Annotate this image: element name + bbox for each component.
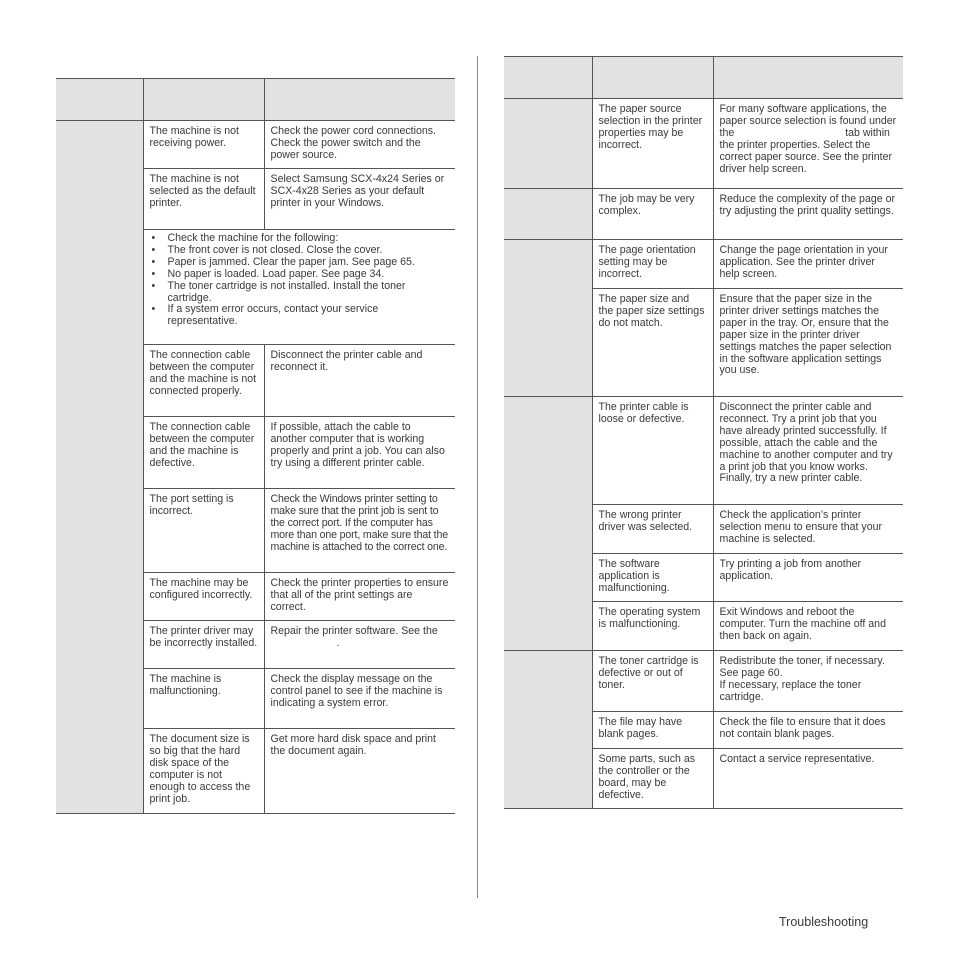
solution-cell: Disconnect the printer cable and reconnect it. xyxy=(264,345,455,417)
list-item: • The front cover is not closed. Close the cover. xyxy=(152,245,450,257)
table-row xyxy=(504,99,903,189)
list-item: • Paper is jammed. Clear the paper jam. See page 65. xyxy=(152,257,450,269)
solution-cell: Change the page orientation in your application. See the printer driver help screen. xyxy=(713,240,903,289)
table-row xyxy=(504,397,903,505)
solution-cell: Check the file to ensure that it does not contain blank pages. xyxy=(713,712,903,749)
condition-cell xyxy=(504,397,592,651)
header-cause xyxy=(592,57,713,99)
solution-cell xyxy=(713,651,903,712)
header-condition xyxy=(56,79,143,121)
solution-text-end: If necessary, replace the toner cartridge. xyxy=(719,678,862,703)
solution-text: For many software applications, the paper source selection is found under the xyxy=(719,103,897,139)
list-item: • No paper is loaded. Load paper. See page 34. xyxy=(152,269,450,281)
condition-cell xyxy=(504,189,592,240)
header-solution xyxy=(264,79,455,121)
condition-cell xyxy=(504,651,592,809)
cause-cell: The connection cable between the computer and the machine is defective. xyxy=(143,417,264,489)
solution-cell: Check the power cord connections. Check the power switch and the power source. xyxy=(264,121,455,169)
checklist-cell xyxy=(143,230,455,345)
solution-cell: Check the application’s printer selection menu to ensure that your machine is selected. xyxy=(713,505,903,554)
solution-text-end: . xyxy=(336,636,340,649)
solution-cell: Select Samsung SCX-4x24 Series or SCX-4x28 Series as your default printer in your Windows. xyxy=(264,169,455,230)
column-divider xyxy=(477,56,478,898)
cause-cell: Some parts, such as the controller or the board, may be defective. xyxy=(592,749,713,809)
left-header-row xyxy=(56,79,455,121)
solution-cell xyxy=(713,99,903,189)
condition-cell xyxy=(56,121,143,814)
solution-text: Redistribute the toner, if necessary. See page 60. xyxy=(719,655,885,679)
header-solution xyxy=(713,57,903,99)
cause-cell: The page orientation setting may be incorrect. xyxy=(592,240,713,289)
solution-cell: Check the Windows printer setting to make sure that the print job is sent to the correct port. If the computer has more than one port, make sure that the machine is attached to the correct one. xyxy=(264,489,455,573)
cause-cell: The toner cartridge is defective or out of toner. xyxy=(592,651,713,712)
cause-cell: The printer driver may be incorrectly installed. xyxy=(143,621,264,669)
cause-cell: The machine is malfunctioning. xyxy=(143,669,264,729)
right-troubleshooting-table xyxy=(504,56,903,809)
solution-cell: Exit Windows and reboot the computer. Turn the machine off and then back on again. xyxy=(713,602,903,651)
condition-cell xyxy=(504,240,592,397)
table-row xyxy=(504,189,903,240)
list-item: • Check the machine for the following: xyxy=(152,233,450,245)
solution-cell: If possible, attach the cable to another computer that is working properly and print a job. You can also try using a different printer cable. xyxy=(264,417,455,489)
cause-cell: The machine is not selected as the default printer. xyxy=(143,169,264,230)
solution-cell: Get more hard disk space and print the document again. xyxy=(264,729,455,814)
cause-cell: The paper size and the paper size settings do not match. xyxy=(592,289,713,397)
solution-cell: Try printing a job from another application. xyxy=(713,554,903,602)
cause-cell: The printer cable is loose or defective. xyxy=(592,397,713,505)
cause-cell: The wrong printer driver was selected. xyxy=(592,505,713,554)
solution-cell: Disconnect the printer cable and reconnect. Try a print job that you have already printed successfully. If possible, attach the cable and the machine to another computer and try a print job that you know works. Finally, try a new printer cable. xyxy=(713,397,903,505)
footer-section-title: Troubleshooting xyxy=(779,915,869,929)
table-row xyxy=(504,651,903,712)
cause-cell: The job may be very complex. xyxy=(592,189,713,240)
solution-text-end: tab within the printer properties. Select the correct paper source. See the printer driver help screen. xyxy=(719,126,893,175)
list-item: • The toner cartridge is not installed. Install the toner cartridge. xyxy=(152,281,450,305)
cause-cell: The machine may be configured incorrectly. xyxy=(143,573,264,621)
solution-cell: Reduce the complexity of the page or try adjusting the print quality settings. xyxy=(713,189,903,240)
solution-cell xyxy=(264,621,455,669)
table-row xyxy=(56,121,455,169)
solution-text: Repair the printer software. See the xyxy=(270,625,438,637)
list-item: • If a system error occurs, contact your service representative. xyxy=(152,304,450,328)
solution-cell: Check the display message on the control panel to see if the machine is indicating a system error. xyxy=(264,669,455,729)
cause-cell: The document size is so big that the hard disk space of the computer is not enough to access the print job. xyxy=(143,729,264,814)
checklist xyxy=(152,233,450,328)
cause-cell: The machine is not receiving power. xyxy=(143,121,264,169)
solution-cell: Check the printer properties to ensure that all of the print settings are correct. xyxy=(264,573,455,621)
solution-cell: Ensure that the paper size in the printer driver settings matches the paper in the tray. Or, ensure that the paper size in the printer driver settings matches the paper selection in the software application settings you use. xyxy=(713,289,903,397)
header-cause xyxy=(143,79,264,121)
right-header-row xyxy=(504,57,903,99)
table-row xyxy=(504,240,903,289)
cause-cell: The connection cable between the computer and the machine is not connected properly. xyxy=(143,345,264,417)
cause-cell: The operating system is malfunctioning. xyxy=(592,602,713,651)
cause-cell: The paper source selection in the printer properties may be incorrect. xyxy=(592,99,713,189)
solution-cell: Contact a service representative. xyxy=(713,749,903,809)
header-condition xyxy=(504,57,592,99)
condition-cell xyxy=(504,99,592,189)
left-troubleshooting-table xyxy=(56,78,455,814)
cause-cell: The file may have blank pages. xyxy=(592,712,713,749)
cause-cell: The software application is malfunctioning. xyxy=(592,554,713,602)
cause-cell: The port setting is incorrect. xyxy=(143,489,264,573)
